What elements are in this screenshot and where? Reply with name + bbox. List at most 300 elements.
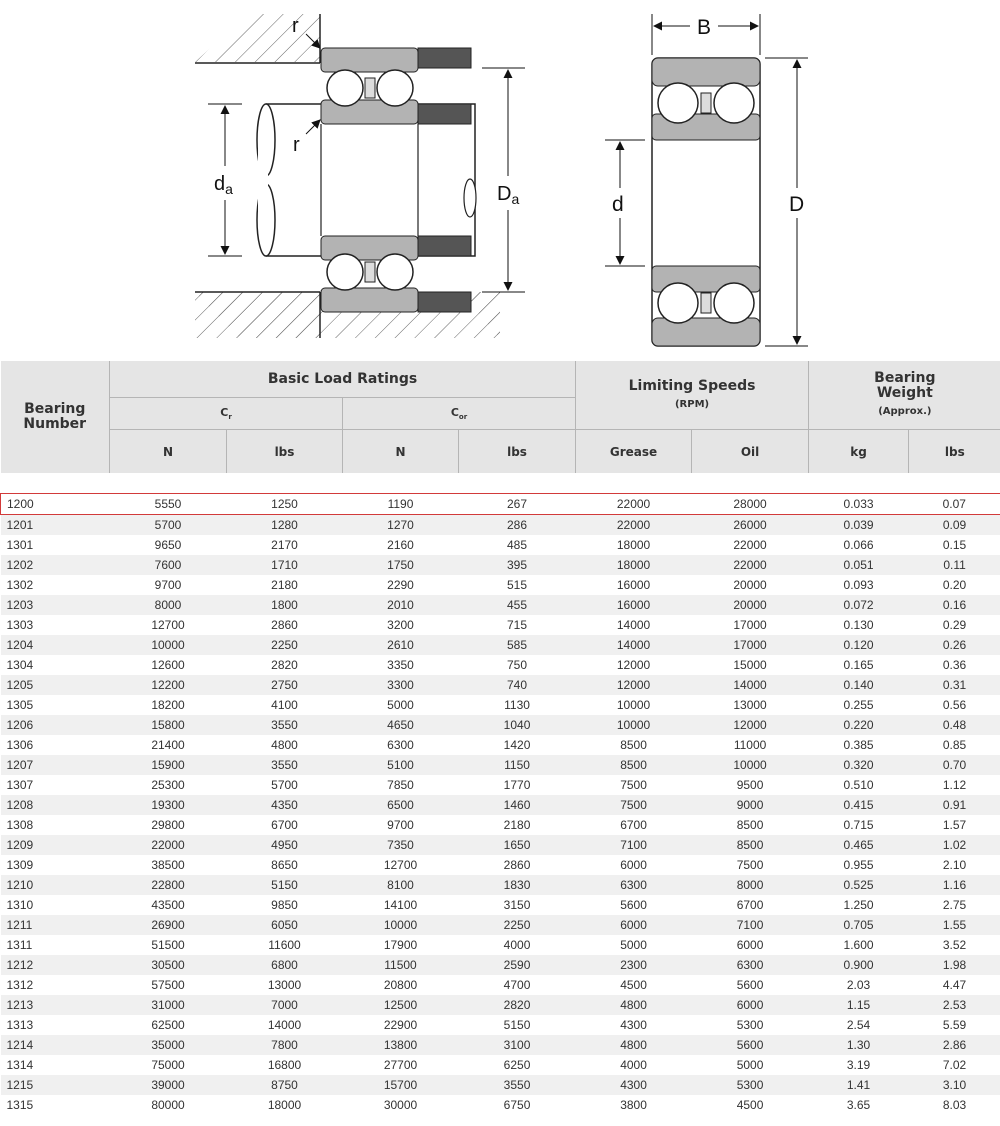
table-cell: 12500: [343, 995, 459, 1015]
table-cell: 2860: [227, 615, 343, 635]
cross-section-drawing: [605, 14, 808, 346]
table-cell: 12000: [576, 655, 692, 675]
table-cell: 0.066: [809, 535, 909, 555]
table-cell: 4000: [576, 1055, 692, 1075]
table-row[interactable]: [1, 1075, 1000, 1095]
table-cell: 6700: [576, 815, 692, 835]
table-cell: 6000: [576, 915, 692, 935]
table-row[interactable]: [1, 675, 1000, 695]
table-cell: 26900: [110, 915, 227, 935]
table-cell: 8000: [110, 595, 227, 615]
table-cell: 3.52: [909, 935, 1000, 955]
table-row[interactable]: [1, 635, 1000, 655]
table-cell: 22000: [576, 494, 692, 515]
header-unit-grease: Grease: [576, 430, 692, 474]
table-cell: 3800: [576, 1095, 692, 1115]
table-cell: 1.12: [909, 775, 1000, 795]
table-cell: 10000: [576, 695, 692, 715]
table-cell: 10000: [343, 915, 459, 935]
table-cell: 1280: [227, 515, 343, 536]
bearing-number-cell: 1205: [1, 675, 110, 695]
table-cell: 7500: [576, 775, 692, 795]
table-cell: 5550: [110, 494, 227, 515]
table-cell: 2.03: [809, 975, 909, 995]
table-cell: 3550: [459, 1075, 576, 1095]
bearing-number-cell: 1204: [1, 635, 110, 655]
table-cell: 0.48: [909, 715, 1000, 735]
table-cell: 4000: [459, 935, 576, 955]
table-cell: 1190: [343, 494, 459, 515]
table-cell: 11500: [343, 955, 459, 975]
table-cell: 21400: [110, 735, 227, 755]
header-basic-load-ratings: Basic Load Ratings: [110, 361, 576, 398]
table-cell: 22000: [692, 555, 809, 575]
table-cell: 22000: [692, 535, 809, 555]
table-cell: 14000: [692, 675, 809, 695]
table-cell: 740: [459, 675, 576, 695]
table-row[interactable]: [1, 775, 1000, 795]
table-cell: 26000: [692, 515, 809, 536]
bearing-number-cell: 1200: [1, 494, 110, 515]
Da-label: $D_a$: [497, 183, 520, 207]
table-cell: 1.15: [809, 995, 909, 1015]
table-cell: 1270: [343, 515, 459, 536]
table-cell: 7500: [576, 795, 692, 815]
table-cell: 0.31: [909, 675, 1000, 695]
bearing-number-cell: 1211: [1, 915, 110, 935]
table-cell: 8500: [692, 835, 809, 855]
table-cell: 51500: [110, 935, 227, 955]
table-cell: 0.072: [809, 595, 909, 615]
table-cell: 10000: [576, 715, 692, 735]
table-cell: 1040: [459, 715, 576, 735]
table-cell: 2610: [343, 635, 459, 655]
table-cell: 2.10: [909, 855, 1000, 875]
table-cell: 12700: [343, 855, 459, 875]
table-cell: 7000: [227, 995, 343, 1015]
table-cell: 6050: [227, 915, 343, 935]
table-cell: 0.09: [909, 515, 1000, 536]
bearing-number-cell: 1310: [1, 895, 110, 915]
table-cell: 4650: [343, 715, 459, 735]
table-cell: 2.75: [909, 895, 1000, 915]
table-cell: 5000: [343, 695, 459, 715]
table-cell: 1460: [459, 795, 576, 815]
table-cell: 8500: [576, 735, 692, 755]
table-cell: 6700: [692, 895, 809, 915]
table-cell: 12700: [110, 615, 227, 635]
table-body: [1, 494, 1000, 1116]
table-cell: 27700: [343, 1055, 459, 1075]
table-cell: 0.29: [909, 615, 1000, 635]
table-row[interactable]: [1, 695, 1000, 715]
bearing-number-cell: 1304: [1, 655, 110, 675]
table-cell: 5300: [692, 1075, 809, 1095]
table-cell: 1.30: [809, 1035, 909, 1055]
bearing-number-cell: 1207: [1, 755, 110, 775]
B-label: B: [697, 16, 712, 39]
table-cell: 2010: [343, 595, 459, 615]
table-cell: 1.600: [809, 935, 909, 955]
table-cell: 0.093: [809, 575, 909, 595]
table-cell: 22800: [110, 875, 227, 895]
table-cell: 25300: [110, 775, 227, 795]
table-cell: 0.255: [809, 695, 909, 715]
bearing-number-cell: 1309: [1, 855, 110, 875]
table-cell: 3550: [227, 755, 343, 775]
table-cell: 7100: [576, 835, 692, 855]
table-cell: 12600: [110, 655, 227, 675]
table-cell: 2820: [459, 995, 576, 1015]
table-cell: 9500: [692, 775, 809, 795]
table-cell: 8500: [576, 755, 692, 775]
header-unit-lbs: lbs: [227, 430, 343, 474]
table-cell: 3.65: [809, 1095, 909, 1115]
table-cell: 6250: [459, 1055, 576, 1075]
table-cell: 15700: [343, 1075, 459, 1095]
table-cell: 1420: [459, 735, 576, 755]
bearing-number-cell: 1206: [1, 715, 110, 735]
table-cell: 0.130: [809, 615, 909, 635]
table-cell: 0.56: [909, 695, 1000, 715]
table-row[interactable]: [1, 595, 1000, 615]
table-cell: 4800: [576, 995, 692, 1015]
table-cell: 29800: [110, 815, 227, 835]
bearing-number-cell: 1301: [1, 535, 110, 555]
table-cell: 28000: [692, 494, 809, 515]
table-cell: 2180: [227, 575, 343, 595]
table-cell: 0.320: [809, 755, 909, 775]
table-cell: 7600: [110, 555, 227, 575]
table-cell: 17000: [692, 635, 809, 655]
table-row[interactable]: [1, 515, 1000, 536]
table-cell: 1.98: [909, 955, 1000, 975]
table-cell: 286: [459, 515, 576, 536]
bearing-number-cell: 1302: [1, 575, 110, 595]
table-cell: 10000: [110, 635, 227, 655]
table-cell: 75000: [110, 1055, 227, 1075]
table-cell: 13800: [343, 1035, 459, 1055]
table-cell: 8750: [227, 1075, 343, 1095]
table-cell: 18000: [576, 555, 692, 575]
table-cell: 0.36: [909, 655, 1000, 675]
header-limiting-speeds: Limiting Speeds (RPM): [576, 361, 809, 430]
table-cell: 13000: [692, 695, 809, 715]
table-cell: 0.039: [809, 515, 909, 536]
table-cell: 6800: [227, 955, 343, 975]
table-cell: 0.415: [809, 795, 909, 815]
table-cell: 4300: [576, 1075, 692, 1095]
table-cell: 19300: [110, 795, 227, 815]
table-cell: 5.59: [909, 1015, 1000, 1035]
table-row[interactable]: [1, 575, 1000, 595]
table-cell: 1250: [227, 494, 343, 515]
table-row[interactable]: [1, 815, 1000, 835]
table-cell: 30000: [343, 1095, 459, 1115]
mounting-drawing: [195, 14, 525, 338]
table-cell: 13000: [227, 975, 343, 995]
table-cell: 3300: [343, 675, 459, 695]
table-cell: 0.220: [809, 715, 909, 735]
bearing-diagram: [0, 0, 1000, 362]
table-cell: 5600: [576, 895, 692, 915]
table-cell: 4950: [227, 835, 343, 855]
table-cell: 0.07: [909, 494, 1000, 515]
table-row[interactable]: [1, 915, 1000, 935]
table-cell: 18200: [110, 695, 227, 715]
table-cell: 11000: [692, 735, 809, 755]
table-cell: 267: [459, 494, 576, 515]
table-cell: 0.385: [809, 735, 909, 755]
table-row[interactable]: [1, 655, 1000, 675]
table-cell: 7500: [692, 855, 809, 875]
table-cell: 1150: [459, 755, 576, 775]
table-cell: 14000: [227, 1015, 343, 1035]
bearing-number-cell: 1203: [1, 595, 110, 615]
table-cell: 4700: [459, 975, 576, 995]
table-cell: 6300: [576, 875, 692, 895]
table-cell: 2290: [343, 575, 459, 595]
table-cell: 0.525: [809, 875, 909, 895]
table-cell: 43500: [110, 895, 227, 915]
table-row[interactable]: [1, 935, 1000, 955]
bearing-number-cell: 1208: [1, 795, 110, 815]
table-cell: 14000: [576, 615, 692, 635]
table-cell: 3.19: [809, 1055, 909, 1075]
header-unit-lbs: lbs: [909, 430, 1000, 474]
table-cell: 20000: [692, 595, 809, 615]
header-unit-oil: Oil: [692, 430, 809, 474]
table-cell: 57500: [110, 975, 227, 995]
table-cell: 6000: [692, 995, 809, 1015]
table-cell: 2750: [227, 675, 343, 695]
table-cell: 4800: [576, 1035, 692, 1055]
table-cell: 455: [459, 595, 576, 615]
table-cell: 0.140: [809, 675, 909, 695]
table-row[interactable]: [1, 615, 1000, 635]
table-cell: 2.86: [909, 1035, 1000, 1055]
table-cell: 0.85: [909, 735, 1000, 755]
table-cell: 16000: [576, 575, 692, 595]
table-cell: 16800: [227, 1055, 343, 1075]
table-cell: 31000: [110, 995, 227, 1015]
table-cell: 3350: [343, 655, 459, 675]
table-row[interactable]: [1, 895, 1000, 915]
table-cell: 2820: [227, 655, 343, 675]
header-unit-n: N: [343, 430, 459, 474]
table-cell: 4800: [227, 735, 343, 755]
table-cell: 750: [459, 655, 576, 675]
table-cell: 1.57: [909, 815, 1000, 835]
table-cell: 0.70: [909, 755, 1000, 775]
table-cell: 1650: [459, 835, 576, 855]
table-row[interactable]: [1, 1035, 1000, 1055]
table-cell: 2180: [459, 815, 576, 835]
table-row[interactable]: [1, 795, 1000, 815]
table-cell: 2590: [459, 955, 576, 975]
table-cell: 2.53: [909, 995, 1000, 1015]
table-cell: 39000: [110, 1075, 227, 1095]
table-cell: 0.510: [809, 775, 909, 795]
table-cell: 35000: [110, 1035, 227, 1055]
table-cell: 20800: [343, 975, 459, 995]
table-cell: 14100: [343, 895, 459, 915]
table-cell: 12000: [692, 715, 809, 735]
table-cell: 2300: [576, 955, 692, 975]
table-row[interactable]: [1, 1015, 1000, 1035]
table-cell: 3150: [459, 895, 576, 915]
table-row[interactable]: [1, 755, 1000, 775]
table-cell: 585: [459, 635, 576, 655]
table-row[interactable]: [1, 494, 1000, 515]
table-cell: 5000: [576, 935, 692, 955]
table-cell: 7100: [692, 915, 809, 935]
table-cell: 2860: [459, 855, 576, 875]
table-cell: 3100: [459, 1035, 576, 1055]
table-cell: 6000: [576, 855, 692, 875]
D-label: D: [789, 193, 805, 216]
table-cell: 2250: [227, 635, 343, 655]
table-cell: 15000: [692, 655, 809, 675]
table-cell: 1830: [459, 875, 576, 895]
table-cell: 1.55: [909, 915, 1000, 935]
table-cell: 4300: [576, 1015, 692, 1035]
table-row[interactable]: [1, 855, 1000, 875]
bearing-number-cell: 1213: [1, 995, 110, 1015]
table-cell: 8100: [343, 875, 459, 895]
table-cell: 0.465: [809, 835, 909, 855]
bearing-number-cell: 1214: [1, 1035, 110, 1055]
table-cell: 7.02: [909, 1055, 1000, 1075]
table-cell: 4100: [227, 695, 343, 715]
header-unit-n: N: [110, 430, 227, 474]
table-cell: 0.715: [809, 815, 909, 835]
table-cell: 6750: [459, 1095, 576, 1115]
bearing-number-cell: 1314: [1, 1055, 110, 1075]
table-cell: 22000: [110, 835, 227, 855]
table-cell: 80000: [110, 1095, 227, 1115]
table-row[interactable]: [1, 1055, 1000, 1075]
table-cell: 1.16: [909, 875, 1000, 895]
table-cell: 485: [459, 535, 576, 555]
bearing-number-cell: 1307: [1, 775, 110, 795]
table-cell: 3.10: [909, 1075, 1000, 1095]
table-cell: 515: [459, 575, 576, 595]
bearing-number-cell: 1312: [1, 975, 110, 995]
table-row[interactable]: [1, 975, 1000, 995]
table-cell: 16000: [576, 595, 692, 615]
table-cell: 18000: [227, 1095, 343, 1115]
bearing-number-cell: 1215: [1, 1075, 110, 1095]
table-cell: 5150: [227, 875, 343, 895]
table-cell: 1.02: [909, 835, 1000, 855]
table-cell: 1770: [459, 775, 576, 795]
table-cell: 5600: [692, 1035, 809, 1055]
table-cell: 1800: [227, 595, 343, 615]
table-cell: 7350: [343, 835, 459, 855]
header-bearing-weight: Bearing Weight (Approx.): [809, 361, 1000, 430]
table-cell: 5100: [343, 755, 459, 775]
table-cell: 9700: [110, 575, 227, 595]
table-cell: 9000: [692, 795, 809, 815]
table-cell: 1750: [343, 555, 459, 575]
table-cell: 0.165: [809, 655, 909, 675]
table-cell: 2.54: [809, 1015, 909, 1035]
table-cell: 5600: [692, 975, 809, 995]
table-cell: 2250: [459, 915, 576, 935]
table-cell: 9700: [343, 815, 459, 835]
table-row[interactable]: [1, 715, 1000, 735]
table-cell: 8650: [227, 855, 343, 875]
table-cell: 17900: [343, 935, 459, 955]
table-cell: 10000: [692, 755, 809, 775]
table-cell: 3200: [343, 615, 459, 635]
table-cell: 15800: [110, 715, 227, 735]
table-cell: 0.15: [909, 535, 1000, 555]
table-cell: 9650: [110, 535, 227, 555]
table-row[interactable]: [1, 535, 1000, 555]
table-cell: 2170: [227, 535, 343, 555]
da-label: $d_a$: [214, 173, 233, 197]
table-row[interactable]: [1, 955, 1000, 975]
table-cell: 6000: [692, 935, 809, 955]
table-cell: 30500: [110, 955, 227, 975]
table-row[interactable]: [1, 555, 1000, 575]
table-cell: 3550: [227, 715, 343, 735]
table-cell: 0.705: [809, 915, 909, 935]
table-cell: 395: [459, 555, 576, 575]
table-row[interactable]: [1, 875, 1000, 895]
table-row[interactable]: [1, 735, 1000, 755]
table-cell: 8500: [692, 815, 809, 835]
table-cell: 0.051: [809, 555, 909, 575]
r-top-label: r: [292, 15, 299, 37]
table-cell: 2160: [343, 535, 459, 555]
table-cell: 0.91: [909, 795, 1000, 815]
table-row[interactable]: [1, 995, 1000, 1015]
table-cell: 0.120: [809, 635, 909, 655]
bearing-number-cell: 1306: [1, 735, 110, 755]
table-row[interactable]: [1, 1095, 1000, 1115]
bearing-number-cell: 1311: [1, 935, 110, 955]
table-cell: 20000: [692, 575, 809, 595]
table-cell: 0.16: [909, 595, 1000, 615]
bearing-number-cell: 1305: [1, 695, 110, 715]
table-cell: 38500: [110, 855, 227, 875]
table-cell: 1.41: [809, 1075, 909, 1095]
table-cell: 5700: [110, 515, 227, 536]
table-cell: 15900: [110, 755, 227, 775]
header-cr: $C_r$: [110, 398, 343, 430]
table-cell: 17000: [692, 615, 809, 635]
table-cell: 6300: [692, 955, 809, 975]
bearing-number-cell: 1308: [1, 815, 110, 835]
table-cell: 22000: [576, 515, 692, 536]
table-cell: 5300: [692, 1015, 809, 1035]
bearing-number-cell: 1209: [1, 835, 110, 855]
table-cell: 0.033: [809, 494, 909, 515]
header-unit-kg: kg: [809, 430, 909, 474]
table-cell: 62500: [110, 1015, 227, 1035]
table-cell: 11600: [227, 935, 343, 955]
table-cell: 4350: [227, 795, 343, 815]
table-row[interactable]: [1, 835, 1000, 855]
table-cell: 715: [459, 615, 576, 635]
table-cell: 7850: [343, 775, 459, 795]
table-cell: 6500: [343, 795, 459, 815]
table-cell: 8.03: [909, 1095, 1000, 1115]
table-cell: 4500: [576, 975, 692, 995]
